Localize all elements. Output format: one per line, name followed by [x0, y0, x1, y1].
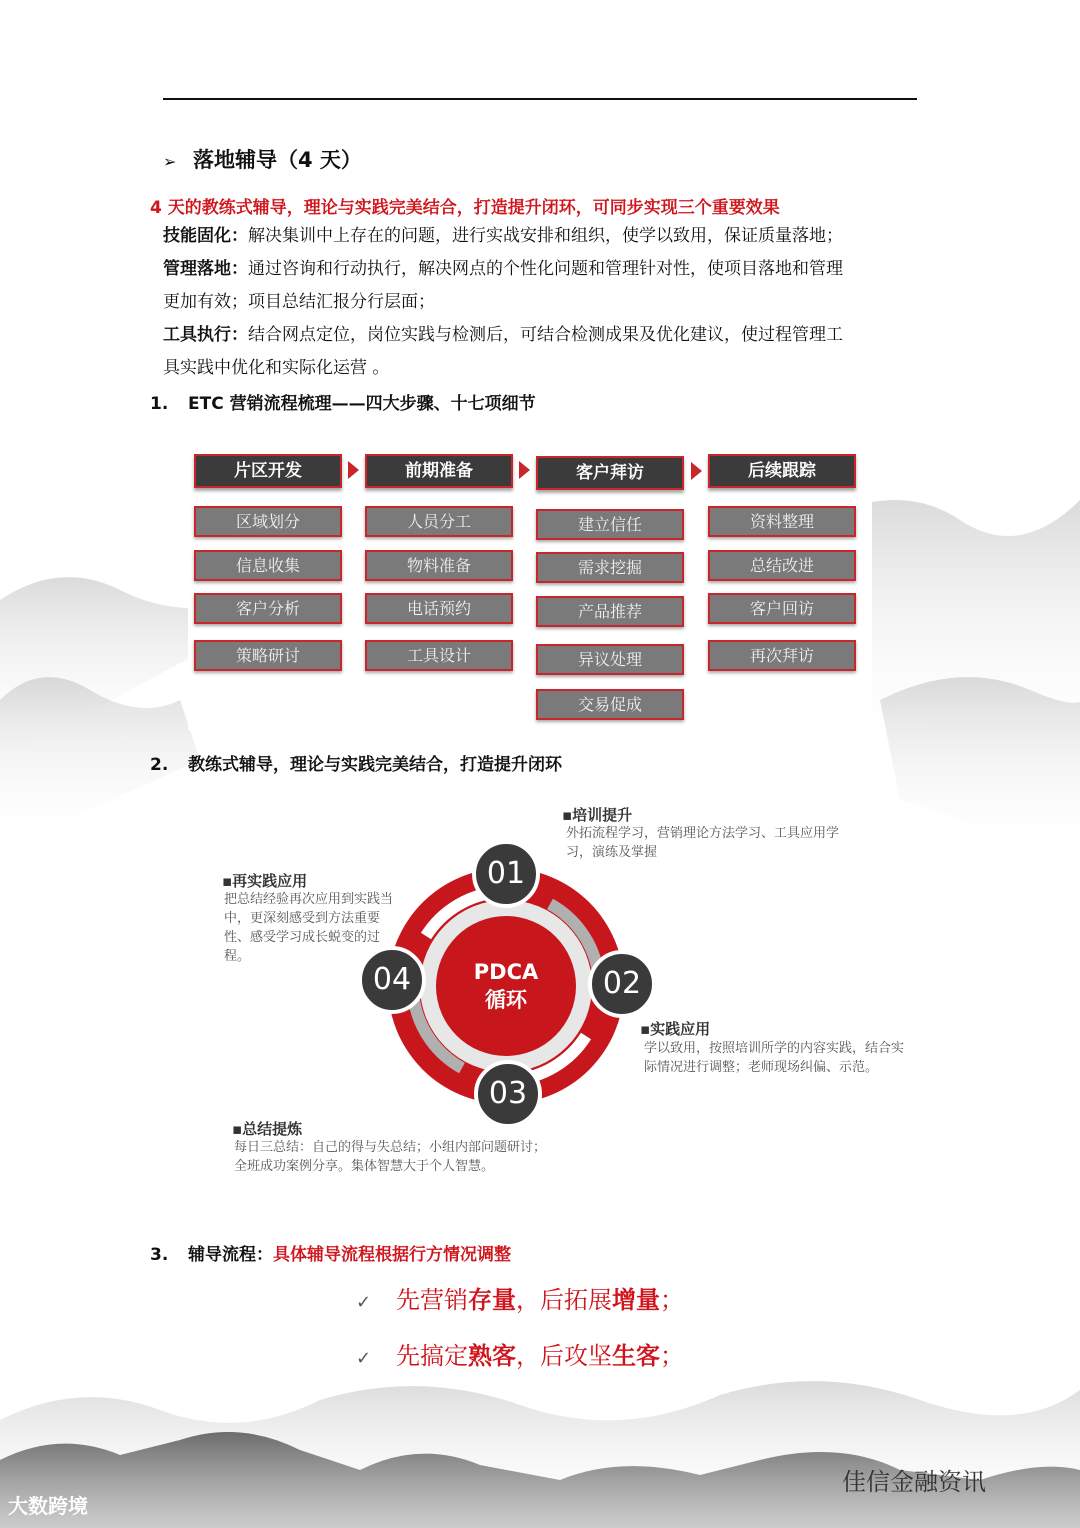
paragraph-management [163, 253, 923, 319]
paragraph-text-cont: 具实践中优化和实际化运营 。 [163, 358, 390, 378]
heading-text: 教练式辅导，理论与实践完美结合，打造提升闭环 [188, 755, 562, 775]
check-text: ，后拓展 [516, 1286, 612, 1314]
heading-number: 3. [150, 1245, 169, 1265]
section-title-text: 落地辅导（4 天） [193, 148, 362, 172]
paragraph-label: 管理落地： [163, 259, 248, 279]
pdca-node-label-03: 03 [488, 1076, 528, 1111]
pdca-center-line2: 循环 [485, 988, 527, 1012]
pdca-node-label-02: 02 [602, 966, 642, 1001]
check-bold: 生客 [612, 1342, 660, 1370]
flow-item: 客户回访 [708, 593, 856, 624]
footer-watermark-right: 佳信金融资讯 [842, 1468, 986, 1496]
heading-number: 1. [150, 394, 169, 414]
paragraph-text: 通过咨询和行动执行，解决网点的个性化问题和管理针对性，使项目落地和管理 [248, 259, 843, 279]
flow-item: 信息收集 [194, 550, 342, 581]
check-text: 先营销 [396, 1286, 468, 1314]
paragraph-text: 结合网点定位，岗位实践与检测后，可结合检测成果及优化建议，使过程管理工 [248, 325, 843, 345]
marketing-flow-chart [188, 440, 872, 730]
check-line-2 [356, 1336, 684, 1371]
check-text: 先搞定 [396, 1342, 468, 1370]
paragraph-text: 解决集训中上存在的问题，进行实战安排和组织，使学以致用，保证质量落地； [248, 226, 843, 246]
pdca-block-text: 每日三总结：自己的得与失总结；小组内部问题研讨；全班成功案例分享。集体智慧大于个人智慧。 [234, 1140, 547, 1174]
paragraph-skill [163, 220, 923, 253]
flow-arrow-icon [519, 461, 530, 479]
pdca-node-label-04: 04 [372, 962, 412, 997]
pdca-diagram [200, 786, 922, 1206]
check-bold: 熟客 [468, 1342, 516, 1370]
flow-item: 电话预约 [365, 593, 513, 624]
pdca-center-label [436, 958, 576, 1014]
flow-item: 交易促成 [536, 689, 684, 720]
flow-head-1: 片区开发 [194, 454, 342, 488]
paragraph-tool [163, 319, 923, 385]
pdca-block-title: ▪培训提升 [562, 806, 633, 824]
pdca-block-text: 把总结经验再次应用到实践当中，更深刻感受到方法重要性、感受学习成长蜕变的过程。 [224, 892, 394, 964]
pdca-center-line1: PDCA [473, 960, 539, 984]
flow-item: 策略研讨 [194, 640, 342, 671]
flow-item: 区域划分 [194, 506, 342, 537]
heading-1 [150, 389, 536, 414]
flow-item: 资料整理 [708, 506, 856, 537]
pdca-block-title: ▪再实践应用 [222, 872, 308, 890]
heading-3 [150, 1240, 511, 1265]
flow-head-3: 客户拜访 [536, 456, 684, 490]
flow-head-2: 前期准备 [365, 454, 513, 488]
flow-item: 物料准备 [365, 550, 513, 581]
check-icon: ✓ [356, 1292, 372, 1313]
check-text: ； [660, 1342, 684, 1370]
check-bold: 增量 [612, 1286, 660, 1314]
pdca-block-text: 外拓流程学习，营销理论方法学习、工具应用学习，演练及掌握 [566, 826, 840, 860]
check-bold: 存量 [468, 1286, 516, 1314]
heading-number: 2. [150, 755, 169, 775]
flow-item: 总结改进 [708, 550, 856, 581]
intro-red: 4 天的教练式辅导，理论与实践完美结合，打造提升闭环，可同步实现三个重要效果 [150, 198, 780, 218]
flow-item: 再次拜访 [708, 640, 856, 671]
flow-item: 需求挖掘 [536, 552, 684, 583]
heading-label: 辅导流程： [188, 1245, 273, 1265]
pdca-block-title: ▪实践应用 [640, 1020, 711, 1038]
flow-arrow-icon [348, 461, 359, 479]
check-line-1 [356, 1280, 684, 1315]
pdca-block-text: 学以致用，按照培训所学的内容实践，结合实际情况进行调整；老师现场纠偏、示范。 [644, 1041, 905, 1075]
section-marker: ➢ [163, 152, 177, 171]
flow-item: 工具设计 [365, 640, 513, 671]
paragraph-label: 技能固化： [163, 226, 248, 246]
check-text: ，后攻坚 [516, 1342, 612, 1370]
flow-item: 产品推荐 [536, 596, 684, 627]
top-rule [163, 98, 917, 100]
heading-text: ETC 营销流程梳理——四大步骤、十七项细节 [188, 394, 536, 414]
check-icon: ✓ [356, 1348, 372, 1369]
heading-2 [150, 750, 562, 775]
flow-item: 异议处理 [536, 644, 684, 675]
heading-red-text: 具体辅导流程根据行方情况调整 [273, 1245, 511, 1265]
pdca-node-label-01: 01 [486, 856, 526, 891]
section-title [163, 144, 362, 174]
paragraph-label: 工具执行： [163, 325, 248, 345]
flow-head-4: 后续跟踪 [708, 454, 856, 488]
check-text: ； [660, 1286, 684, 1314]
paragraph-text-cont: 更加有效；项目总结汇报分行层面； [163, 292, 435, 312]
flow-arrow-icon [691, 462, 702, 480]
pdca-block-title: ▪总结提炼 [232, 1120, 303, 1138]
flow-item: 建立信任 [536, 509, 684, 540]
footer-watermark-left: 大数跨境 [8, 1494, 88, 1518]
flow-item: 人员分工 [365, 506, 513, 537]
flow-item: 客户分析 [194, 593, 342, 624]
